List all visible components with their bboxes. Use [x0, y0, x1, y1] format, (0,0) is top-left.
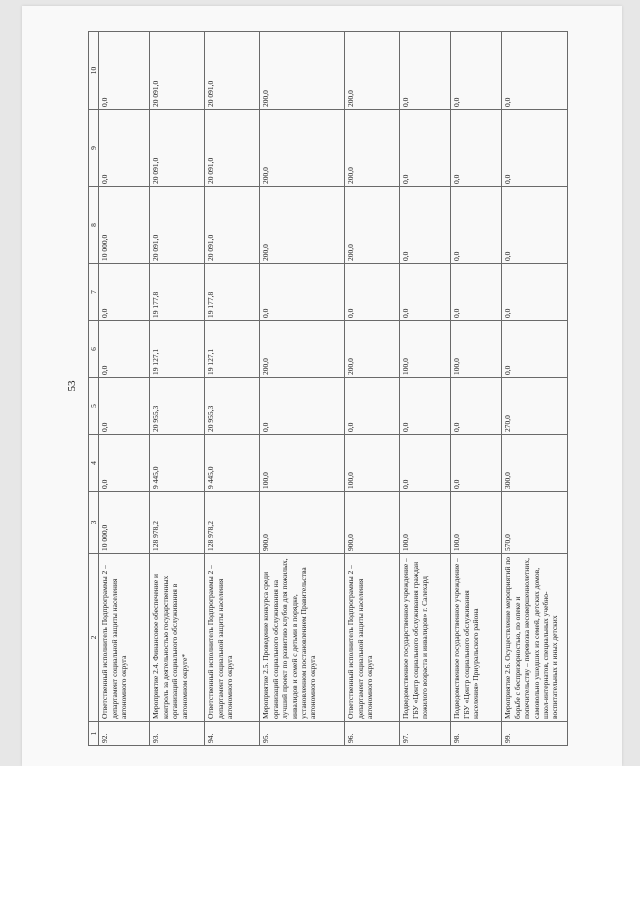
value-cell: 0,0 — [451, 264, 502, 321]
table-row — [205, 32, 260, 746]
value-cell: 0,0 — [400, 32, 451, 110]
table-row — [260, 32, 345, 746]
value-cell: 100,0 — [400, 492, 451, 554]
value-cell: 9 445,0 — [205, 435, 260, 492]
row-number: 99. — [502, 722, 568, 746]
table-row — [451, 32, 502, 746]
value-cell: 0,0 — [99, 435, 150, 492]
header-cell: 2 — [89, 554, 99, 722]
value-cell: 10 000,0 — [99, 492, 150, 554]
value-cell: 0,0 — [451, 378, 502, 435]
value-cell: 0,0 — [99, 110, 150, 187]
value-cell: 10 000,0 — [99, 187, 150, 264]
value-cell: 19 127,1 — [205, 321, 260, 378]
header-cell: 6 — [89, 321, 99, 378]
header-cell: 8 — [89, 187, 99, 264]
value-cell: 0,0 — [400, 187, 451, 264]
value-cell: 100,0 — [451, 321, 502, 378]
table-row — [99, 32, 150, 746]
table-row — [345, 32, 400, 746]
value-cell: 200,0 — [345, 110, 400, 187]
value-cell: 0,0 — [99, 321, 150, 378]
table-row — [400, 32, 451, 746]
document-page — [22, 6, 622, 766]
value-cell: 19 177,8 — [150, 264, 205, 321]
row-description: Подведомственное государственное учреждение – ГБУ «Центр социального обслуживания населения» Приуральского района — [451, 554, 502, 722]
row-description: Мероприятие 2.5. Проведение конкурса среди организаций социального обслуживания на лучший проект по развитию клубов для пожилых, инвалидов и семей с детьми в порядке, установленном постановлением Правительства автономного округа — [260, 554, 345, 722]
row-number: 92. — [99, 722, 150, 746]
value-cell: 20 091,0 — [205, 32, 260, 110]
value-cell: 0,0 — [451, 32, 502, 110]
value-cell: 200,0 — [345, 321, 400, 378]
row-number: 94. — [205, 722, 260, 746]
value-cell: 0,0 — [502, 264, 568, 321]
value-cell: 0,0 — [451, 110, 502, 187]
table-row — [150, 32, 205, 746]
value-cell: 900,0 — [260, 492, 345, 554]
value-cell: 0,0 — [451, 187, 502, 264]
value-cell: 19 127,1 — [150, 321, 205, 378]
value-cell: 0,0 — [502, 187, 568, 264]
value-cell: 0,0 — [260, 264, 345, 321]
header-cell: 10 — [89, 32, 99, 110]
value-cell: 200,0 — [260, 32, 345, 110]
value-cell: 0,0 — [99, 32, 150, 110]
value-cell: 20 091,0 — [150, 110, 205, 187]
value-cell: 100,0 — [345, 435, 400, 492]
value-cell: 900,0 — [345, 492, 400, 554]
header-cell: 3 — [89, 492, 99, 554]
value-cell: 200,0 — [345, 187, 400, 264]
value-cell: 0,0 — [502, 110, 568, 187]
value-cell: 20 091,0 — [205, 187, 260, 264]
value-cell: 270,0 — [502, 378, 568, 435]
value-cell: 9 445,0 — [150, 435, 205, 492]
value-cell: 0,0 — [345, 264, 400, 321]
value-cell: 0,0 — [502, 32, 568, 110]
row-number: 96. — [345, 722, 400, 746]
header-cell: 1 — [89, 722, 99, 746]
value-cell: 0,0 — [345, 378, 400, 435]
header-cell: 5 — [89, 378, 99, 435]
value-cell: 0,0 — [99, 378, 150, 435]
row-description: Мероприятие 2.6. Осуществление мероприятий по борьбе с беспризорностью, по опеке и попечительству – перевозка несовершеннолетних, самовольно ушедших из семей, детских домов, школ-интернатов, специальных учебно-воспитательных и иных детских — [502, 554, 568, 722]
value-cell: 0,0 — [400, 264, 451, 321]
value-cell: 20 091,0 — [150, 32, 205, 110]
value-cell: 0,0 — [260, 378, 345, 435]
value-cell: 128 978,2 — [205, 492, 260, 554]
table-row — [502, 32, 568, 746]
value-cell: 0,0 — [400, 378, 451, 435]
value-cell: 20 955,3 — [205, 378, 260, 435]
header-cell: 4 — [89, 435, 99, 492]
row-number: 95. — [260, 722, 345, 746]
header-row — [89, 32, 99, 746]
value-cell: 300,0 — [502, 435, 568, 492]
value-cell: 20 955,3 — [150, 378, 205, 435]
row-description: Мероприятие 2.4. Финансовое обеспечение и контроль за деятельностью государственных организаций социального обслуживания в автономном округе* — [150, 554, 205, 722]
value-cell: 0,0 — [451, 435, 502, 492]
value-cell: 0,0 — [400, 110, 451, 187]
value-cell: 200,0 — [345, 32, 400, 110]
budget-table — [88, 31, 568, 746]
header-cell: 7 — [89, 264, 99, 321]
page-number: 53 — [66, 380, 78, 392]
row-description: Подведомственное государственное учреждение – ГБУ «Центр социального обслуживания граждан пожилого возраста и инвалидов» г. Салехард — [400, 554, 451, 722]
row-number: 98. — [451, 722, 502, 746]
value-cell: 20 091,0 — [205, 110, 260, 187]
value-cell: 100,0 — [451, 492, 502, 554]
header-cell: 9 — [89, 110, 99, 187]
value-cell: 19 177,8 — [205, 264, 260, 321]
row-number: 97. — [400, 722, 451, 746]
row-description: Ответственный исполнитель Подпрограммы 2 – департамент социальной защиты населения автономного округа — [345, 554, 400, 722]
value-cell: 200,0 — [260, 321, 345, 378]
value-cell: 128 978,2 — [150, 492, 205, 554]
value-cell: 20 091,0 — [150, 187, 205, 264]
value-cell: 100,0 — [400, 321, 451, 378]
value-cell: 200,0 — [260, 110, 345, 187]
row-description: Ответственный исполнитель Подпрограммы 2 – департамент социальной защиты населения автономного округа — [99, 554, 150, 722]
value-cell: 100,0 — [260, 435, 345, 492]
row-number: 93. — [150, 722, 205, 746]
value-cell: 0,0 — [502, 321, 568, 378]
rotated-content — [22, 6, 622, 766]
row-description: Ответственный исполнитель Подпрограммы 2 – департамент социальной защиты населения автономного округа — [205, 554, 260, 722]
value-cell: 200,0 — [260, 187, 345, 264]
value-cell: 0,0 — [400, 435, 451, 492]
value-cell: 570,0 — [502, 492, 568, 554]
page-background — [0, 766, 640, 905]
value-cell: 0,0 — [99, 264, 150, 321]
